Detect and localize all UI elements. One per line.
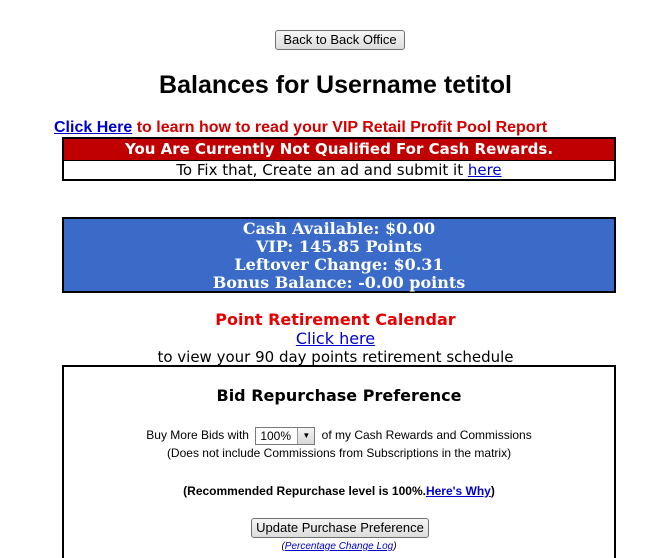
vip-report-text: to learn how to read your VIP Retail Profit Pool Report: [132, 119, 548, 136]
bid-pref-title: Bid Repurchase Preference: [216, 386, 462, 405]
recommend-text: (Recommended Repurchase level is 100%.: [183, 484, 426, 498]
vip-report-link[interactable]: Click Here: [54, 119, 133, 136]
create-ad-link[interactable]: here: [467, 161, 502, 179]
back-to-office-button[interactable]: Back to Back Office: [275, 30, 405, 50]
qualification-notice: [62, 137, 616, 181]
recommendation-line: [64, 484, 614, 498]
change-log-line: [64, 541, 614, 552]
bid-repurchase-panel: [62, 365, 616, 558]
heres-why-link[interactable]: Here's Why: [425, 484, 491, 498]
calendar-link[interactable]: Click here: [295, 329, 376, 348]
select-value: 100%: [260, 428, 292, 443]
repurchase-percent-select[interactable]: [255, 427, 315, 445]
vip-report-line: [54, 119, 634, 137]
bid-pref-note: (Does not include Commissions from Subscriptions in the matrix): [166, 446, 512, 460]
leftover-change: Leftover Change: $0.31: [234, 255, 444, 274]
calendar-title: Point Retirement Calendar: [215, 310, 456, 329]
fix-instruction: [64, 160, 614, 179]
balance-summary: [62, 217, 616, 293]
dropdown-arrow-icon[interactable]: ▼: [297, 428, 314, 444]
bid-pref-row: [64, 425, 614, 445]
retirement-calendar: [0, 310, 671, 367]
bid-pref-prefix: Buy More Bids with: [146, 428, 253, 442]
log-prefix: (: [281, 541, 285, 552]
bonus-balance: Bonus Balance: -0.00 points: [212, 273, 466, 292]
cash-available: Cash Available: $0.00: [242, 219, 436, 238]
calendar-subtext: to view your 90 day points retirement schedule: [157, 348, 514, 366]
not-qualified-alert: You Are Currently Not Qualified For Cash Rewards.: [64, 139, 614, 160]
page-title: Balances for Username tetitol: [159, 71, 512, 99]
fix-text: To Fix that, Create an ad and submit it: [176, 161, 468, 179]
change-log-link[interactable]: Percentage Change Log: [284, 541, 394, 552]
bid-pref-suffix: of my Cash Rewards and Commissions: [318, 428, 532, 442]
update-preference-button[interactable]: Update Purchase Preference: [251, 518, 429, 538]
log-suffix: ): [393, 541, 397, 552]
vip-points: VIP: 145.85 Points: [255, 237, 423, 256]
recommend-suffix: ): [490, 484, 495, 498]
